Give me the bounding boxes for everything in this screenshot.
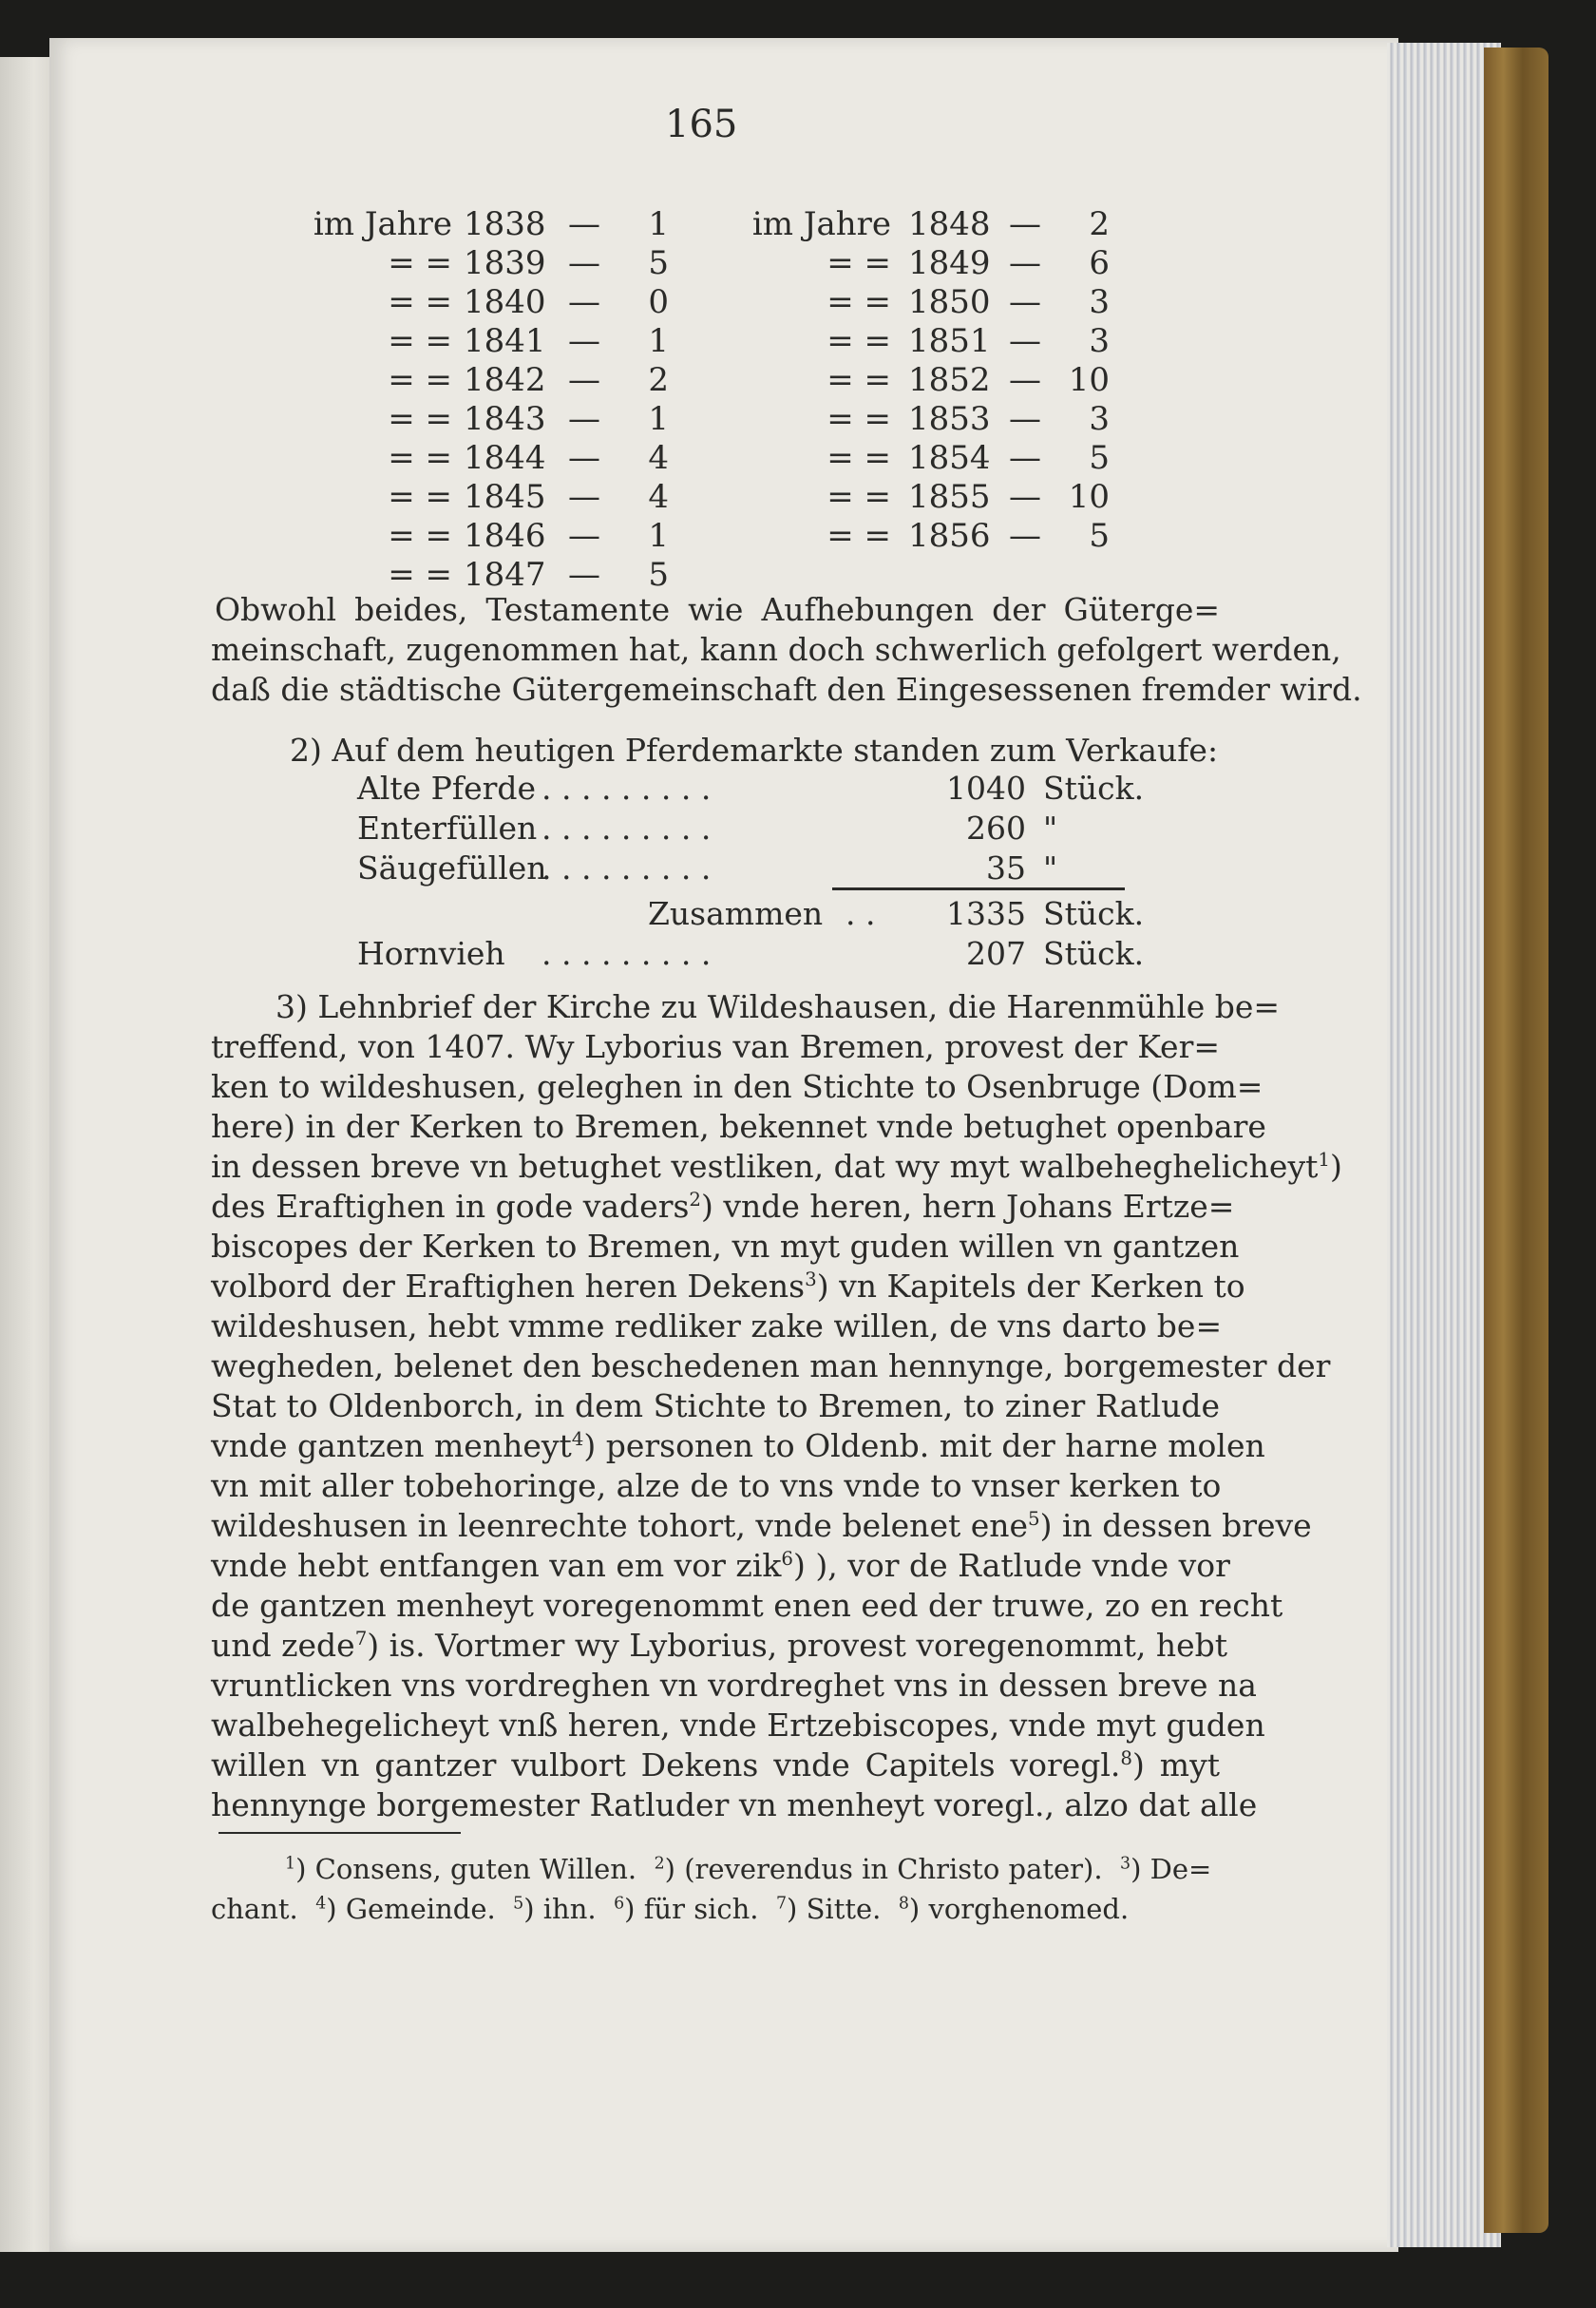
text-run: vnde heren, hern Johans Ertze=	[723, 1188, 1235, 1225]
year-value: 1855	[908, 478, 991, 516]
paragraph-line: des Eraftighen in gode vaders$^2$) vnde heren, hern Johans Ertze=	[211, 1188, 1235, 1225]
year-value: 1846	[464, 517, 546, 555]
leader-dots: . . . . . . . . .	[542, 849, 712, 887]
footnote-line-1: $^1$) Consens, guten Willen. $^2$) (reverendus in Christo pater). $^3$) De=	[285, 1853, 1212, 1885]
year-value: 1841	[464, 322, 546, 360]
year-statistics-table	[0, 0, 1596, 608]
text-run: biscopes der Kerken to Bremen, vn myt guden willen vn gantzen	[211, 1228, 1240, 1265]
text-run: vn Kapitels der Kerken to	[839, 1268, 1245, 1305]
count-value: 0	[648, 283, 669, 321]
year-value: 1843	[464, 400, 546, 438]
paragraph-line: vnde hebt entfangen van em vor zik$^6$) ), vor de Ratlude vnde vor	[211, 1547, 1230, 1584]
count-value: 5	[648, 556, 669, 594]
paragraph-line: wildeshusen in leenrechte tohort, vnde belenet ene$^5$) in dessen breve	[211, 1507, 1312, 1544]
footnote-marker: 4	[571, 1428, 584, 1450]
footnote-marker: 1	[1318, 1149, 1330, 1171]
dash: —	[568, 556, 600, 594]
year-prefix: im Jahre	[751, 205, 891, 243]
paragraph-line	[211, 1028, 1220, 1065]
text-run: here) in der Kerken to Bremen, bekennet vnde betughet openbare	[211, 1108, 1266, 1145]
year-prefix: = =	[826, 400, 891, 438]
count-value: 5	[1089, 517, 1110, 555]
count-value: 5	[648, 244, 669, 282]
year-prefix: = =	[388, 322, 452, 360]
dash: —	[1009, 205, 1041, 243]
year-value: 1852	[908, 361, 991, 399]
year-prefix: = =	[826, 244, 891, 282]
dash: —	[1009, 322, 1041, 360]
dash: —	[1009, 400, 1041, 438]
count-value: 5	[1089, 439, 1110, 477]
count-value: 3	[1089, 400, 1110, 438]
text-run: Stat to Oldenborch, in dem Stichte to Bremen, to ziner Ratlude	[211, 1387, 1220, 1424]
item-value: 35	[986, 849, 1026, 887]
year-prefix: = =	[388, 283, 452, 321]
year-value: 1851	[908, 322, 991, 360]
text-run: vn mit aller tobehoringe, alze de to vns vnde to vnser kerken to	[211, 1467, 1222, 1504]
year-value: 1853	[908, 400, 991, 438]
text-run: hennynge borgemester Ratluder vn menheyt voregl., alzo dat alle	[211, 1786, 1258, 1823]
paragraph-line	[211, 1667, 1257, 1704]
count-value: 10	[1068, 361, 1110, 399]
year-prefix: = =	[826, 517, 891, 555]
text-run: wildeshusen in leenrechte tohort, vnde belenet ene	[211, 1507, 1029, 1544]
year-prefix: = =	[826, 439, 891, 477]
year-value: 1839	[464, 244, 546, 282]
footnote-marker: 2	[689, 1189, 702, 1211]
count-value: 2	[1089, 205, 1110, 243]
dash: —	[568, 439, 600, 477]
year-value: 1850	[908, 283, 991, 321]
count-value: 1	[648, 517, 669, 555]
dash: —	[568, 205, 600, 243]
year-value: 1840	[464, 283, 546, 321]
year-value: 1854	[908, 439, 991, 477]
year-prefix: im Jahre	[313, 205, 452, 243]
count-value: 6	[1089, 244, 1110, 282]
leader-dots: . . . . . . . . .	[542, 770, 712, 807]
count-value: 4	[648, 478, 669, 516]
count-value: 2	[648, 361, 669, 399]
count-value: 1	[648, 400, 669, 438]
dash: —	[568, 517, 600, 555]
year-value: 1847	[464, 556, 546, 594]
item-label: Alte Pferde	[357, 770, 537, 807]
item-unit: Stück.	[1043, 935, 1145, 972]
count-value: 3	[1089, 283, 1110, 321]
item-unit: "	[1043, 849, 1058, 887]
paragraph-line: volbord der Eraftighen heren Dekens$^3$) vn Kapitels der Kerken to	[211, 1268, 1245, 1305]
dash: —	[1009, 283, 1041, 321]
leader-dots: . .	[846, 895, 876, 932]
count-value: 3	[1089, 322, 1110, 360]
paragraph-line	[211, 1707, 1265, 1744]
paragraph-line: willen vn gantzer vulbort Dekens vnde Capitels voregl.$^8$) myt	[211, 1746, 1220, 1783]
text-run: ), vor de Ratlude vnde vor	[815, 1547, 1230, 1584]
item-unit: Stück.	[1043, 770, 1145, 807]
sum-rule	[832, 887, 1125, 890]
count-value: 1	[648, 322, 669, 360]
paragraph-line	[211, 1347, 1331, 1384]
item-label: Zusammen	[648, 895, 824, 932]
paragraph-line	[211, 1786, 1258, 1823]
footnote-line-2: chant. $^4$) Gemeinde. $^5$) ihn. $^6$) für sich. $^7$) Sitte. $^8$) vorghenomed.	[211, 1893, 1130, 1925]
text-run: des Eraftighen in gode vaders	[211, 1188, 690, 1225]
count-value: 4	[648, 439, 669, 477]
paragraph-line	[211, 1068, 1264, 1105]
year-value: 1842	[464, 361, 546, 399]
paragraph-line: Obwohl beides, Testamente wie Aufhebungen der Güterge=	[215, 591, 1220, 628]
year-prefix: = =	[388, 244, 452, 282]
year-value: 1856	[908, 517, 991, 555]
year-prefix: = =	[388, 400, 452, 438]
footnote-marker: 3	[805, 1268, 817, 1290]
dash: —	[568, 400, 600, 438]
text-run: vnde hebt entfangen van em vor zik	[211, 1547, 782, 1584]
paragraph-line: und zede$^7$) is. Vortmer wy Lyborius, provest voregenommt, hebt	[211, 1627, 1227, 1664]
item-unit: "	[1043, 810, 1058, 847]
dash: —	[568, 322, 600, 360]
text-run: ken to wildeshusen, geleghen in den Stichte to Osenbruge (Dom=	[211, 1068, 1264, 1105]
year-value: 1848	[908, 205, 991, 243]
text-run: wildeshusen, hebt vmme redliker zake willen, de vns darto be=	[211, 1307, 1223, 1345]
text-run: 3) Lehnbrief der Kirche zu Wildeshausen, die Harenmühle be=	[276, 988, 1281, 1025]
text-run: treffend, von 1407. Wy Lyborius van Bremen, provest der Ker=	[211, 1028, 1220, 1065]
year-value: 1838	[464, 205, 546, 243]
dash: —	[568, 361, 600, 399]
paragraph-line: vnde gantzen menheyt$^4$) personen to Oldenb. mit der harne molen	[211, 1427, 1265, 1464]
item-unit: Stück.	[1043, 895, 1145, 932]
text-run: willen vn gantzer vulbort Dekens vnde Capitels voregl.	[211, 1746, 1121, 1783]
year-prefix: = =	[826, 283, 891, 321]
paragraph-line	[211, 1148, 1330, 1185]
item-value: 1040	[946, 770, 1026, 807]
page-number: 165	[665, 103, 738, 146]
text-run: in dessen breve vn betughet vestliken, dat wy myt walbeheghelicheyt	[211, 1148, 1319, 1185]
paragraph-line: daß die städtische Gütergemeinschaft den Eingesessenen fremder wird.	[211, 671, 1362, 708]
paragraph-line: meinschaft, zugenommen hat, kann doch schwerlich gefolgert werden,	[211, 631, 1341, 668]
text-run: wegheden, belenet den beschedenen man hennynge, borgemester der	[211, 1347, 1331, 1384]
year-prefix: = =	[388, 478, 452, 516]
paragraph-line	[211, 1307, 1223, 1345]
year-prefix: = =	[388, 361, 452, 399]
paragraph-line	[211, 1387, 1220, 1424]
text-run: myt	[1159, 1746, 1220, 1783]
dash: —	[1009, 361, 1041, 399]
leader-dots: . . . . . . . . .	[542, 935, 712, 972]
dash: —	[1009, 478, 1041, 516]
paragraph-line	[211, 1228, 1240, 1265]
text-run: und zede	[211, 1627, 355, 1664]
year-prefix: = =	[826, 478, 891, 516]
item-label: Säugefüllen	[357, 849, 547, 887]
year-prefix: = =	[826, 361, 891, 399]
paragraph-line	[276, 988, 1281, 1025]
dash: —	[1009, 439, 1041, 477]
year-prefix: = =	[388, 556, 452, 594]
year-prefix: = =	[388, 517, 452, 555]
footnote-marker: 5	[1028, 1508, 1040, 1530]
text-run: is. Vortmer wy Lyborius, provest voregenommt, hebt	[389, 1627, 1227, 1664]
dash: —	[568, 478, 600, 516]
text-run: personen to Oldenb. mit der harne molen	[605, 1427, 1265, 1464]
count-value: 10	[1068, 478, 1110, 516]
item-value: 260	[966, 810, 1026, 847]
dash: —	[568, 244, 600, 282]
text-run: vruntlicken vns vordreghen vn vordreghet vns in dessen breve na	[211, 1667, 1257, 1704]
paragraph-line	[211, 1587, 1283, 1624]
item-value: 207	[966, 935, 1026, 972]
footnote-marker: 6	[781, 1548, 793, 1570]
year-prefix: = =	[388, 439, 452, 477]
market-intro: 2) Auf dem heutigen Pferdemarkte standen zum Verkaufe:	[290, 732, 1219, 769]
text-run: volbord der Eraftighen heren Dekens	[211, 1268, 806, 1305]
item-label: Hornvieh	[357, 935, 505, 972]
text-run: vnde gantzen menheyt	[211, 1427, 572, 1464]
paragraph-line	[211, 1467, 1220, 1504]
dash: —	[1009, 244, 1041, 282]
year-value: 1844	[464, 439, 546, 477]
dash: —	[1009, 517, 1041, 555]
footnote-marker: 8	[1120, 1747, 1133, 1769]
item-value: 1335	[946, 895, 1026, 932]
year-prefix: = =	[826, 322, 891, 360]
text-run: walbehegelicheyt vnß heren, vnde Ertzebiscopes, vnde myt guden	[211, 1707, 1265, 1744]
text-run: de gantzen menheyt voregenommt enen eed der truwe, zo en recht	[211, 1587, 1283, 1624]
leader-dots: . . . . . . . . .	[542, 810, 712, 847]
item-label: Enterfüllen	[357, 810, 538, 847]
year-value: 1849	[908, 244, 991, 282]
paragraph-line	[211, 1108, 1266, 1145]
text-run: in dessen breve	[1062, 1507, 1312, 1544]
footnote-marker: 7	[354, 1628, 368, 1650]
dash: —	[568, 283, 600, 321]
footnote-rule	[218, 1832, 461, 1834]
year-value: 1845	[464, 478, 546, 516]
count-value: 1	[648, 205, 669, 243]
